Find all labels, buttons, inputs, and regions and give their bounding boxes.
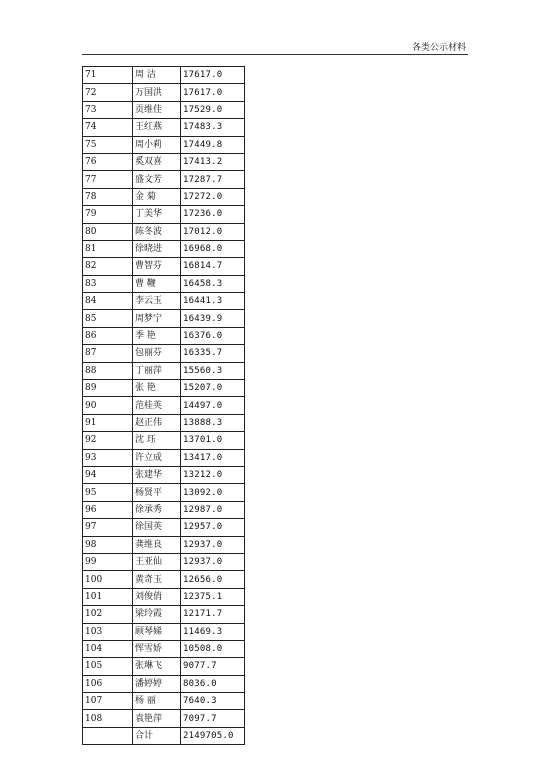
row-name-cell: 曹 鞭 (133, 275, 181, 292)
row-amount-cell: 15560.3 (181, 362, 245, 379)
row-amount-cell: 11469.3 (181, 623, 245, 640)
row-index-cell: 75 (83, 136, 133, 153)
table-row (83, 84, 245, 101)
row-index-cell: 93 (83, 449, 133, 466)
table-row (83, 675, 245, 692)
table-row (83, 397, 245, 414)
row-index-cell: 77 (83, 171, 133, 188)
row-index-cell: 90 (83, 397, 133, 414)
row-name-cell: 徐国英 (133, 519, 181, 536)
row-index-cell: 78 (83, 188, 133, 205)
row-index-cell: 99 (83, 553, 133, 570)
row-name-cell: 徐晓进 (133, 240, 181, 257)
row-name-cell: 王亚仙 (133, 553, 181, 570)
row-index-cell: 102 (83, 606, 133, 623)
row-name-cell: 龚维良 (133, 536, 181, 553)
row-index-cell: 80 (83, 223, 133, 240)
total-row (83, 727, 245, 744)
table-row (83, 693, 245, 710)
row-name-cell: 刘俊俏 (133, 588, 181, 605)
row-name-cell: 张建华 (133, 466, 181, 483)
row-index-cell: 72 (83, 84, 133, 101)
row-name-cell: 李云玉 (133, 293, 181, 310)
row-index-cell: 98 (83, 536, 133, 553)
row-name-cell: 袁艳萍 (133, 710, 181, 727)
row-index-cell: 106 (83, 675, 133, 692)
row-name-cell: 潘婷婷 (133, 675, 181, 692)
row-amount-cell: 17483.3 (181, 119, 245, 136)
row-amount-cell: 17272.0 (181, 188, 245, 205)
row-amount-cell: 9077.7 (181, 658, 245, 675)
row-index-cell: 76 (83, 153, 133, 170)
row-index-cell: 83 (83, 275, 133, 292)
row-amount-cell: 10508.0 (181, 640, 245, 657)
row-amount-cell: 17413.2 (181, 153, 245, 170)
roster-table (82, 66, 245, 745)
row-name-cell: 张琳飞 (133, 658, 181, 675)
row-name-cell: 恽雪娇 (133, 640, 181, 657)
table-row (83, 640, 245, 657)
row-amount-cell: 12171.7 (181, 606, 245, 623)
table-row (83, 362, 245, 379)
table-row (83, 466, 245, 483)
row-index-cell: 89 (83, 380, 133, 397)
row-index-cell: 108 (83, 710, 133, 727)
page-header-title: 各类公示材料 (411, 43, 466, 53)
row-name-cell: 张 艳 (133, 380, 181, 397)
row-name-cell: 黄奇玉 (133, 571, 181, 588)
row-index-cell: 100 (83, 571, 133, 588)
row-index-cell: 91 (83, 414, 133, 431)
header-divider (82, 54, 468, 55)
row-name-cell: 范桂英 (133, 397, 181, 414)
row-index-cell: 104 (83, 640, 133, 657)
table-row (83, 658, 245, 675)
row-amount-cell: 17012.0 (181, 223, 245, 240)
row-name-cell: 沈 珏 (133, 432, 181, 449)
table-row (83, 223, 245, 240)
row-index-cell: 79 (83, 206, 133, 223)
row-amount-cell: 12937.0 (181, 553, 245, 570)
total-amount-cell: 2149705.0 (181, 727, 245, 744)
row-amount-cell: 17449.8 (181, 136, 245, 153)
row-index-cell: 103 (83, 623, 133, 640)
total-index-cell (83, 727, 133, 744)
row-name-cell: 杨贤平 (133, 484, 181, 501)
row-amount-cell: 13417.0 (181, 449, 245, 466)
row-index-cell: 82 (83, 258, 133, 275)
table-row (83, 588, 245, 605)
table-row (83, 571, 245, 588)
row-index-cell: 88 (83, 362, 133, 379)
row-name-cell: 徐承秀 (133, 501, 181, 518)
row-amount-cell: 7640.3 (181, 693, 245, 710)
row-amount-cell: 13888.3 (181, 414, 245, 431)
table-row (83, 136, 245, 153)
table-row (83, 380, 245, 397)
row-amount-cell: 15207.0 (181, 380, 245, 397)
total-label-cell: 合计 (133, 727, 181, 744)
table-row (83, 171, 245, 188)
table-row (83, 310, 245, 327)
table-row (83, 501, 245, 518)
row-index-cell: 73 (83, 101, 133, 118)
row-name-cell: 王红燕 (133, 119, 181, 136)
row-name-cell: 丁丽萍 (133, 362, 181, 379)
table-row (83, 119, 245, 136)
row-name-cell: 顾琴娣 (133, 623, 181, 640)
row-amount-cell: 16376.0 (181, 327, 245, 344)
row-name-cell: 周小莉 (133, 136, 181, 153)
row-name-cell: 盛文芳 (133, 171, 181, 188)
row-index-cell: 107 (83, 693, 133, 710)
table-row (83, 153, 245, 170)
row-index-cell: 84 (83, 293, 133, 310)
row-amount-cell: 14497.0 (181, 397, 245, 414)
row-name-cell: 赵正伟 (133, 414, 181, 431)
row-amount-cell: 17617.0 (181, 84, 245, 101)
row-index-cell: 92 (83, 432, 133, 449)
row-amount-cell: 17617.0 (181, 67, 245, 84)
table-row (83, 449, 245, 466)
table-row (83, 606, 245, 623)
row-index-cell: 101 (83, 588, 133, 605)
row-index-cell: 85 (83, 310, 133, 327)
row-name-cell: 梁玲霞 (133, 606, 181, 623)
row-name-cell: 杨 丽 (133, 693, 181, 710)
table-row (83, 206, 245, 223)
row-amount-cell: 12937.0 (181, 536, 245, 553)
row-amount-cell: 12957.0 (181, 519, 245, 536)
table-row (83, 101, 245, 118)
row-name-cell: 贡维佳 (133, 101, 181, 118)
table-row (83, 519, 245, 536)
table-row (83, 623, 245, 640)
table-row (83, 484, 245, 501)
row-amount-cell: 17529.0 (181, 101, 245, 118)
row-amount-cell: 13701.0 (181, 432, 245, 449)
table-row (83, 536, 245, 553)
table-row (83, 710, 245, 727)
row-name-cell: 陈冬波 (133, 223, 181, 240)
row-name-cell: 奚双喜 (133, 153, 181, 170)
row-amount-cell: 12987.0 (181, 501, 245, 518)
table-row (83, 553, 245, 570)
row-amount-cell: 16439.9 (181, 310, 245, 327)
table-row (83, 188, 245, 205)
row-name-cell: 周梦宁 (133, 310, 181, 327)
table-row (83, 432, 245, 449)
table-row (83, 67, 245, 84)
row-index-cell: 94 (83, 466, 133, 483)
table-row (83, 275, 245, 292)
row-amount-cell: 13092.0 (181, 484, 245, 501)
row-amount-cell: 16814.7 (181, 258, 245, 275)
row-amount-cell: 12656.0 (181, 571, 245, 588)
table-row (83, 258, 245, 275)
row-amount-cell: 13212.0 (181, 466, 245, 483)
row-amount-cell: 16968.0 (181, 240, 245, 257)
row-amount-cell: 8036.0 (181, 675, 245, 692)
row-index-cell: 87 (83, 345, 133, 362)
row-index-cell: 105 (83, 658, 133, 675)
row-amount-cell: 12375.1 (181, 588, 245, 605)
row-index-cell: 96 (83, 501, 133, 518)
row-amount-cell: 17287.7 (181, 171, 245, 188)
row-name-cell: 金 菊 (133, 188, 181, 205)
row-index-cell: 71 (83, 67, 133, 84)
row-amount-cell: 16441.3 (181, 293, 245, 310)
row-name-cell: 季 艳 (133, 327, 181, 344)
table-row (83, 240, 245, 257)
row-name-cell: 丁美华 (133, 206, 181, 223)
table-row (83, 293, 245, 310)
row-index-cell: 86 (83, 327, 133, 344)
row-index-cell: 74 (83, 119, 133, 136)
row-amount-cell: 16335.7 (181, 345, 245, 362)
row-name-cell: 周 洁 (133, 67, 181, 84)
row-name-cell: 许立成 (133, 449, 181, 466)
table-row (83, 345, 245, 362)
row-amount-cell: 16458.3 (181, 275, 245, 292)
table-row (83, 414, 245, 431)
row-name-cell: 包丽芬 (133, 345, 181, 362)
row-name-cell: 曹智芬 (133, 258, 181, 275)
row-amount-cell: 17236.0 (181, 206, 245, 223)
row-amount-cell: 7097.7 (181, 710, 245, 727)
table-row (83, 327, 245, 344)
row-index-cell: 81 (83, 240, 133, 257)
row-name-cell: 万国洪 (133, 84, 181, 101)
row-index-cell: 97 (83, 519, 133, 536)
roster-table-body (83, 67, 245, 745)
row-index-cell: 95 (83, 484, 133, 501)
